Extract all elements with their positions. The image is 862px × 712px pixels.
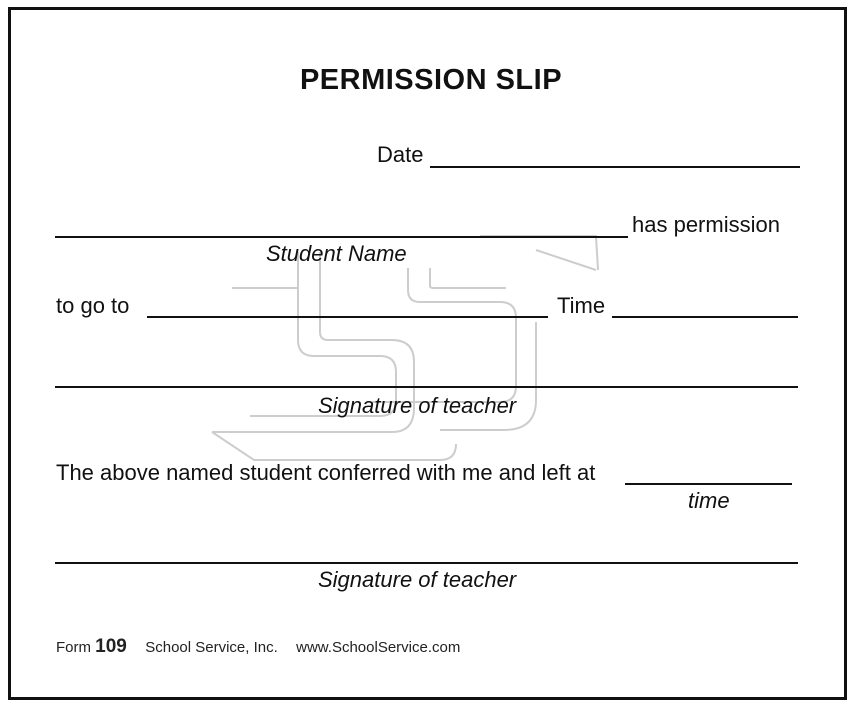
signature-caption-2: Signature of teacher — [318, 567, 517, 592]
date-label: Date — [377, 142, 424, 167]
has-permission-text: has permission — [632, 212, 780, 237]
signature-caption-1: Signature of teacher — [318, 393, 517, 418]
company-name: School Service, Inc. — [145, 639, 278, 656]
student-name-field-line[interactable] — [55, 236, 628, 238]
form-number: 109 — [95, 636, 127, 657]
date-field-line[interactable] — [430, 166, 800, 168]
permission-slip-card — [8, 7, 847, 700]
teacher-signature-line-2[interactable] — [55, 562, 798, 564]
student-name-caption: Student Name — [266, 241, 407, 266]
form-label: Form — [56, 639, 91, 656]
left-at-time-field-line[interactable] — [625, 483, 792, 485]
time-field-line[interactable] — [612, 316, 798, 318]
footer — [56, 636, 460, 658]
teacher-signature-line-1[interactable] — [55, 386, 798, 388]
conferred-text: The above named student conferred with me and left at — [56, 460, 596, 485]
company-website: www.SchoolService.com — [296, 639, 461, 656]
form-title: PERMISSION SLIP — [299, 64, 563, 96]
destination-field-line[interactable] — [147, 316, 548, 318]
time-caption: time — [688, 488, 730, 513]
time-label: Time — [557, 293, 606, 318]
to-go-to-label: to go to — [56, 293, 130, 318]
